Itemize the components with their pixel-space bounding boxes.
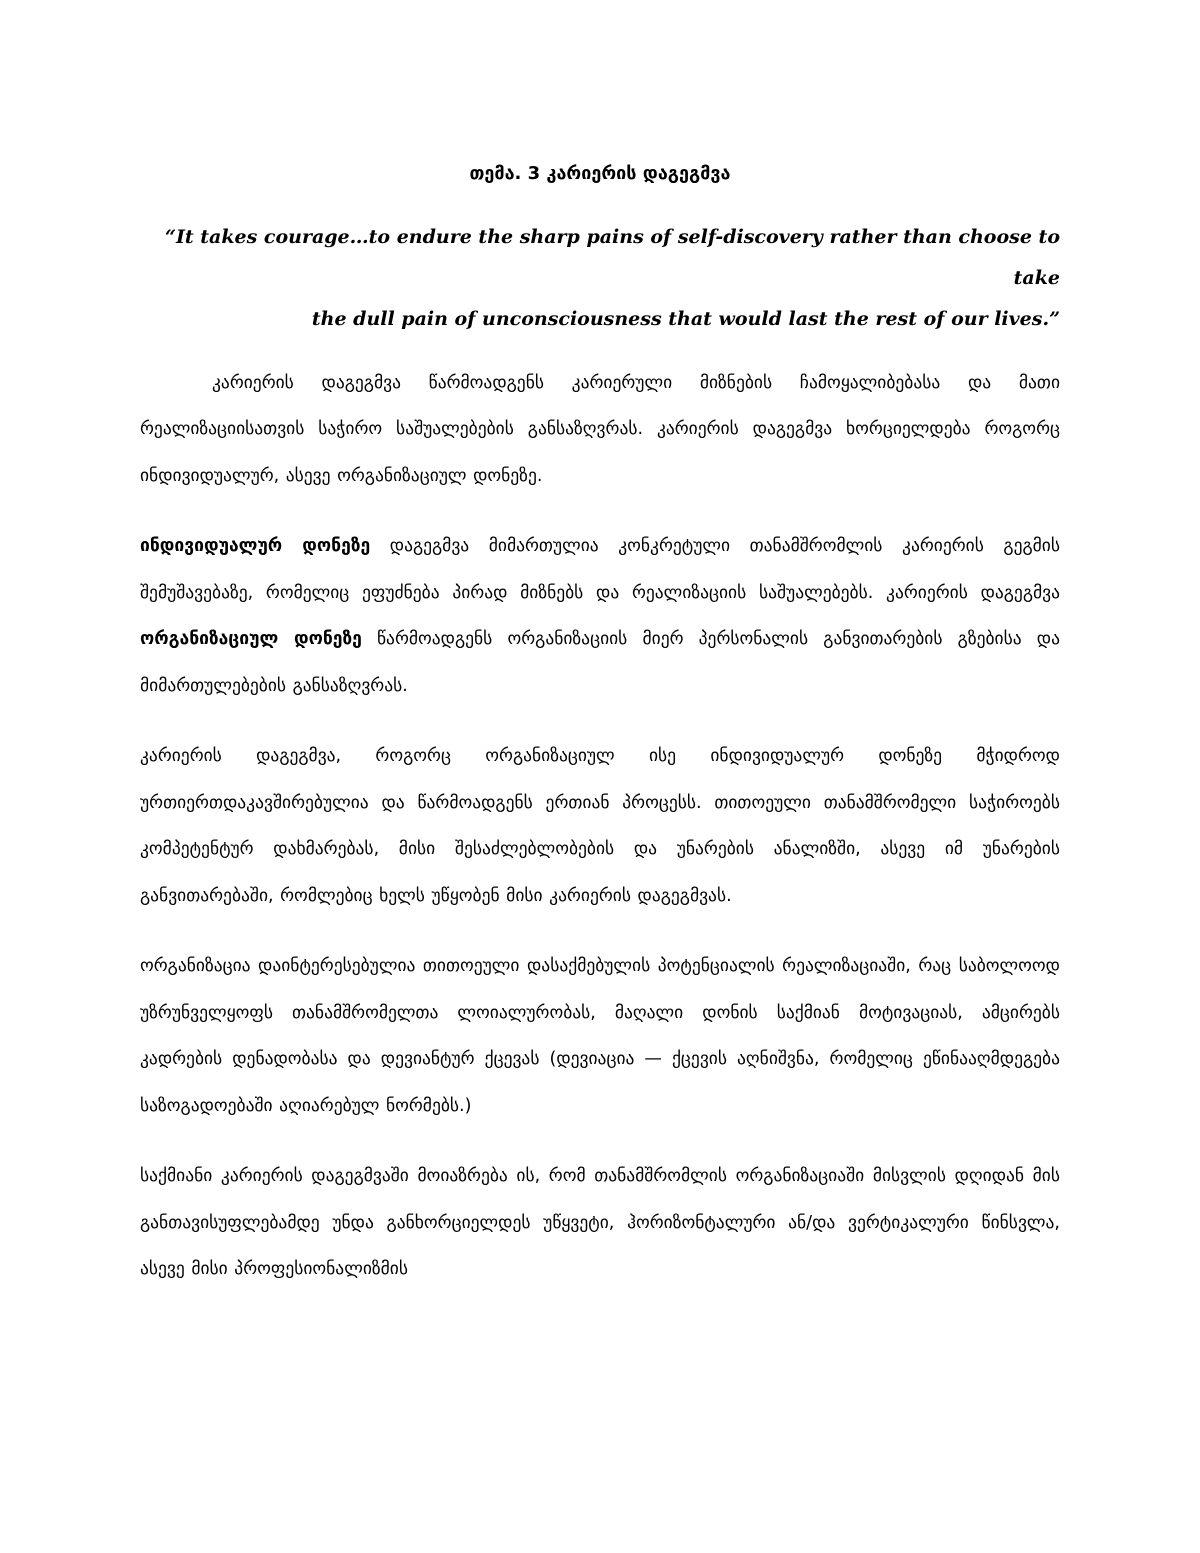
paragraph-1: კარიერის დაგეგმვა წარმოადგენს კარიერული მიზნების ჩამოყალიბებასა და მათი რეალიზაციისათვის საჭირო საშუალებების განსაზღვრას. კარიერის დაგეგმვა ხორციელდება როგორც ინდივიდუალურ, ასევე ორგანიზაციულ დონეზე. <box>140 372 1060 486</box>
paragraph-2 <box>140 523 1060 709</box>
paragraph-2-text-a: დაგეგმვა მიმართულია კონკრეტული თანამშრომლის კარიერის გეგმის შემუშავებაზე, რომელიც ეფუძნება პირად მიზნებს და რეალიზაციის საშუალებებს. კარიერის დაგეგმვა <box>140 536 1060 603</box>
paragraph-5: საქმიანი კარიერის დაგეგმვაში მოიაზრება ის, რომ თანამშრომლის ორგანიზაციაში მისვლის დღიდან მის განთავისუფლებამდე უნდა განხორციელდეს უწყვეტი, ჰორიზონტალური ან/და ვერტიკალური წინსვლა, ასევე მისი პროფესიონალიზმის <box>140 1166 1060 1280</box>
bold-term-organizational: ორგანიზაციულ დონეზე <box>140 629 362 650</box>
paragraph-2-text-b: წარმოადგენს ორგანიზაციის მიერ პერსონალის განვითარების გზებისა და მიმართულებების განსაზღვრას. <box>140 629 1060 696</box>
epigraph-quote <box>140 217 1060 340</box>
page-title: თემა. 3 კარიერის დაგეგმვა <box>469 163 731 184</box>
document-page <box>140 160 1060 1317</box>
paragraph-3: კარიერის დაგეგმვა, როგორც ორგანიზაციულ ისე ინდივიდუალურ დონეზე მჭიდროდ ურთიერთდაკავშირებულია და წარმოადგენს ერთიან პროცესს. თითოეული თანამშრომელი საჭიროებს კომპეტენტურ დახმარებას, მისი შესაძლებლობების და უნარების ანალიზში, ასევე იმ უნარების განვითარებაში, რომლებიც ხელს უწყობენ მისი კარიერის დაგეგმვას. <box>140 746 1060 906</box>
quote-line-2: the dull pain of unconsciousness that would last the rest of our lives.” <box>311 307 1060 330</box>
quote-line-1: “It takes courage…to endure the sharp pains of self-discovery rather than choose to take <box>165 225 1060 289</box>
paragraph-4: ორგანიზაცია დაინტერესებულია თითოეული დასაქმებულის პოტენციალის რეალიზაციაში, რაც საბოლოოდ უზრუნველყოფს თანამშრომელთა ლოიალურობას, მაღალი დონის საქმიან მოტივაციას, ამცირებს კადრების დენადობასა და დევიანტურ ქცევას (დევიაცია — ქცევის აღნიშვნა, რომელიც ეწინააღმდეგება საზოგადოებაში აღიარებულ ნორმებს.) <box>140 956 1060 1116</box>
bold-term-individual: ინდივიდუალურ დონეზე <box>140 536 371 557</box>
